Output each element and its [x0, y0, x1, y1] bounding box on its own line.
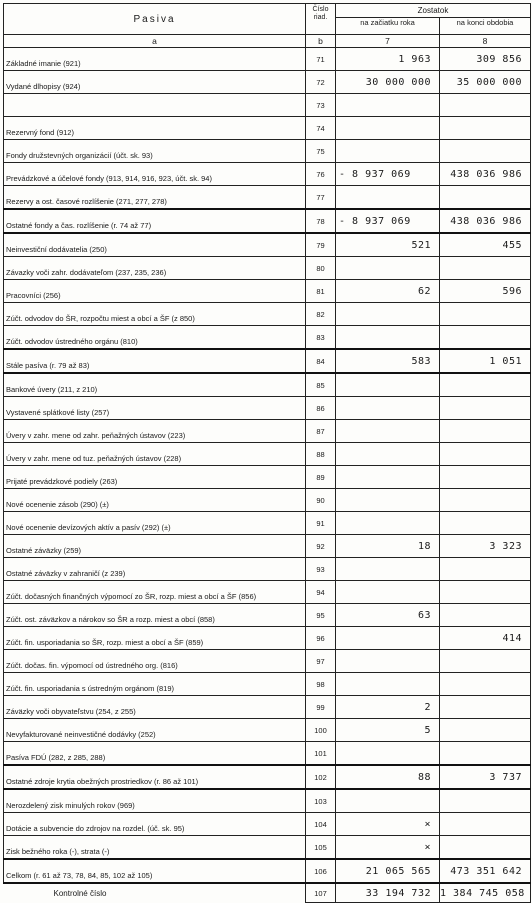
row-number: 104 [306, 813, 336, 836]
row-number: 79 [306, 233, 336, 257]
value-year-start [336, 140, 440, 163]
value-year-start: 2 [336, 696, 440, 719]
value-period-end [440, 140, 531, 163]
header-period-end: na konci obdobia [440, 18, 531, 35]
row-number: 86 [306, 397, 336, 420]
row-label: Nerozdelený zisk minulých rokov (969) [4, 789, 306, 813]
control-row-number: 107 [306, 883, 336, 903]
row-number: 106 [306, 859, 336, 883]
row-label: Zúčt. odvodov do ŠR, rozpočtu miest a obcí a ŠF (z 850) [4, 303, 306, 326]
row-label: Pracovníci (256) [4, 280, 306, 303]
row-number: 103 [306, 789, 336, 813]
value-period-end [440, 512, 531, 535]
value-year-start [336, 627, 440, 650]
column-letter-8: 8 [440, 35, 531, 48]
row-label: Pasíva FDÚ (282, z 285, 288) [4, 742, 306, 766]
row-number: 87 [306, 420, 336, 443]
value-year-start [336, 466, 440, 489]
table-row [4, 765, 531, 789]
value-year-start [336, 650, 440, 673]
row-label [4, 94, 306, 117]
row-number: 83 [306, 326, 336, 350]
table-row [4, 696, 531, 719]
row-label: Fondy družstevných organizácií (účt. sk. 93) [4, 140, 306, 163]
row-label: Bankové úvery (211, z 210) [4, 373, 306, 397]
row-label: Zúčt. dočasných finančných výpomocí zo ŠR, rozp. miest a obcí a ŠF (856) [4, 581, 306, 604]
value-period-end: 309 856 [440, 48, 531, 71]
value-year-start: × [336, 813, 440, 836]
row-label: Zúčt. dočas. fin. výpomocí od ústredného org. (816) [4, 650, 306, 673]
row-number: 98 [306, 673, 336, 696]
value-year-start [336, 789, 440, 813]
value-year-start: 5 [336, 719, 440, 742]
value-year-start: 30 000 000 [336, 71, 440, 94]
row-number: 102 [306, 765, 336, 789]
header-row-number: Číslo riad. [306, 4, 336, 35]
value-period-end [440, 373, 531, 397]
row-number: 92 [306, 535, 336, 558]
value-year-start: - 8 937 069 [336, 209, 440, 233]
row-label: Základné imanie (921) [4, 48, 306, 71]
row-label: Nové ocenenie zásob (290) (±) [4, 489, 306, 512]
value-period-end [440, 789, 531, 813]
table-row [4, 420, 531, 443]
row-number: 89 [306, 466, 336, 489]
header-zostatok: Zostatok [336, 4, 531, 18]
row-number: 80 [306, 257, 336, 280]
value-period-end [440, 326, 531, 350]
value-year-start [336, 257, 440, 280]
value-year-start: × [336, 836, 440, 860]
value-year-start [336, 303, 440, 326]
value-year-start: 62 [336, 280, 440, 303]
balance-sheet-liabilities [3, 3, 530, 903]
value-year-start [336, 373, 440, 397]
value-year-start [336, 326, 440, 350]
table-row [4, 94, 531, 117]
value-period-end [440, 581, 531, 604]
value-year-start [336, 420, 440, 443]
row-label: Zisk bežného roka (-), strata (-) [4, 836, 306, 860]
row-label: Zúčt. ost. záväzkov a nárokov so ŠR a rozp. miest a obcí (858) [4, 604, 306, 627]
value-period-end: 438 036 986 [440, 163, 531, 186]
row-label: Zúčt. fin. usporiadania s ústredným orgánom (819) [4, 673, 306, 696]
row-label: Vydané dlhopisy (924) [4, 71, 306, 94]
value-year-start [336, 673, 440, 696]
table-row [4, 140, 531, 163]
row-number: 94 [306, 581, 336, 604]
table-row [4, 604, 531, 627]
header-pasiva: Pasiva [4, 4, 306, 35]
table-row [4, 397, 531, 420]
table-row [4, 349, 531, 373]
value-year-start [336, 186, 440, 210]
row-label: Vystavené splátkové listy (257) [4, 397, 306, 420]
value-period-end: 3 323 [440, 535, 531, 558]
value-year-start [336, 397, 440, 420]
value-period-end [440, 558, 531, 581]
row-label: Prijaté prevádzkové podiely (263) [4, 466, 306, 489]
row-number: 82 [306, 303, 336, 326]
row-number: 95 [306, 604, 336, 627]
row-number: 96 [306, 627, 336, 650]
value-period-end [440, 836, 531, 860]
value-period-end: 473 351 642 [440, 859, 531, 883]
table-row [4, 650, 531, 673]
value-period-end [440, 813, 531, 836]
value-period-end [440, 742, 531, 766]
table-row [4, 581, 531, 604]
row-number: 81 [306, 280, 336, 303]
table-row [4, 326, 531, 350]
value-year-start: 63 [336, 604, 440, 627]
row-label: Stále pasíva (r. 79 až 83) [4, 349, 306, 373]
row-label: Dotácie a subvencie do zdrojov na rozdel. (úč. sk. 95) [4, 813, 306, 836]
table-row [4, 466, 531, 489]
control-row [4, 883, 531, 903]
table-row [4, 512, 531, 535]
value-period-end: 438 036 986 [440, 209, 531, 233]
row-label: Ostatné fondy a čas. rozlíšenie (r. 74 až 77) [4, 209, 306, 233]
value-period-end [440, 117, 531, 140]
row-number: 85 [306, 373, 336, 397]
value-period-end [440, 673, 531, 696]
row-number: 105 [306, 836, 336, 860]
value-period-end [440, 397, 531, 420]
value-period-end [440, 420, 531, 443]
value-period-end: 414 [440, 627, 531, 650]
value-year-start [336, 94, 440, 117]
table-row [4, 742, 531, 766]
table-row [4, 489, 531, 512]
row-number: 75 [306, 140, 336, 163]
row-label: Závazky voči zahr. dodávateľom (237, 235, 236) [4, 257, 306, 280]
table-row [4, 789, 531, 813]
row-number: 101 [306, 742, 336, 766]
value-year-start: - 8 937 069 [336, 163, 440, 186]
value-period-end [440, 604, 531, 627]
table-row [4, 813, 531, 836]
value-year-start [336, 558, 440, 581]
table-row [4, 117, 531, 140]
value-period-end: 3 737 [440, 765, 531, 789]
row-label: Ostatné zdroje krytia obežných prostriedkov (r. 86 až 101) [4, 765, 306, 789]
value-period-end [440, 696, 531, 719]
value-period-end [440, 257, 531, 280]
row-label: Úvery v zahr. mene od tuz. peňažných ústavov (228) [4, 443, 306, 466]
row-number: 78 [306, 209, 336, 233]
table-row [4, 627, 531, 650]
value-year-start: 521 [336, 233, 440, 257]
row-number: 77 [306, 186, 336, 210]
row-label: Rezervný fond (912) [4, 117, 306, 140]
table-row [4, 233, 531, 257]
column-letter-a: a [4, 35, 306, 48]
row-label: Nové ocenenie devízových aktív a pasív (292) (±) [4, 512, 306, 535]
row-number: 93 [306, 558, 336, 581]
control-label: Kontrolné číslo [4, 883, 306, 903]
value-year-start [336, 443, 440, 466]
value-period-end [440, 466, 531, 489]
table-row [4, 836, 531, 860]
row-number: 71 [306, 48, 336, 71]
row-label: Rezervy a ost. časové rozlíšenie (271, 277, 278) [4, 186, 306, 210]
column-letter-b: b [306, 35, 336, 48]
row-number: 73 [306, 94, 336, 117]
value-year-start: 18 [336, 535, 440, 558]
row-number: 72 [306, 71, 336, 94]
value-year-start [336, 117, 440, 140]
control-value-period-end: 1 384 745 058 [440, 883, 531, 903]
row-label: Úvery v zahr. mene od zahr. peňažných ústavov (223) [4, 420, 306, 443]
value-year-start [336, 742, 440, 766]
table-row [4, 443, 531, 466]
table-row [4, 186, 531, 210]
liabilities-table [3, 3, 531, 903]
value-period-end [440, 94, 531, 117]
row-label: Celkom (r. 61 až 73, 78, 84, 85, 102 až 105) [4, 859, 306, 883]
row-label: Zúčt. fin. usporiadania so ŠR, rozp. miest a obcí a ŠF (859) [4, 627, 306, 650]
table-row [4, 859, 531, 883]
table-row [4, 48, 531, 71]
row-number: 76 [306, 163, 336, 186]
value-period-end [440, 303, 531, 326]
value-year-start [336, 581, 440, 604]
value-year-start [336, 512, 440, 535]
row-number: 84 [306, 349, 336, 373]
table-row [4, 71, 531, 94]
value-year-start: 88 [336, 765, 440, 789]
table-row [4, 373, 531, 397]
row-label: Zúčt. odvodov ústredného orgánu (810) [4, 326, 306, 350]
table-row [4, 257, 531, 280]
row-label: Neinvestiční dodávatelia (250) [4, 233, 306, 257]
table-row [4, 209, 531, 233]
row-label: Záväzky voči obyvateľstvu (254, z 255) [4, 696, 306, 719]
header-year-start: na začiatku roka [336, 18, 440, 35]
row-number: 74 [306, 117, 336, 140]
value-period-end [440, 489, 531, 512]
table-row [4, 535, 531, 558]
column-letter-7: 7 [336, 35, 440, 48]
value-year-start: 583 [336, 349, 440, 373]
row-number: 91 [306, 512, 336, 535]
value-period-end: 35 000 000 [440, 71, 531, 94]
row-number: 88 [306, 443, 336, 466]
table-row [4, 673, 531, 696]
table-row [4, 558, 531, 581]
value-period-end [440, 650, 531, 673]
row-label: Ostatné záväzky (259) [4, 535, 306, 558]
value-period-end: 1 051 [440, 349, 531, 373]
table-row [4, 163, 531, 186]
row-number: 97 [306, 650, 336, 673]
value-period-end [440, 186, 531, 210]
row-number: 100 [306, 719, 336, 742]
value-year-start [336, 489, 440, 512]
control-value-year-start: 33 194 732 [336, 883, 440, 903]
table-row [4, 280, 531, 303]
row-label: Ostatné záväzky v zahraničí (z 239) [4, 558, 306, 581]
table-row [4, 303, 531, 326]
row-number: 99 [306, 696, 336, 719]
row-label: Prevádzkové a účelové fondy (913, 914, 916, 923, účt. sk. 94) [4, 163, 306, 186]
row-number: 90 [306, 489, 336, 512]
value-period-end: 596 [440, 280, 531, 303]
value-year-start: 1 963 [336, 48, 440, 71]
value-period-end [440, 443, 531, 466]
value-period-end: 455 [440, 233, 531, 257]
row-label: Nevyfakturované neinvestičné dodávky (252) [4, 719, 306, 742]
value-year-start: 21 065 565 [336, 859, 440, 883]
